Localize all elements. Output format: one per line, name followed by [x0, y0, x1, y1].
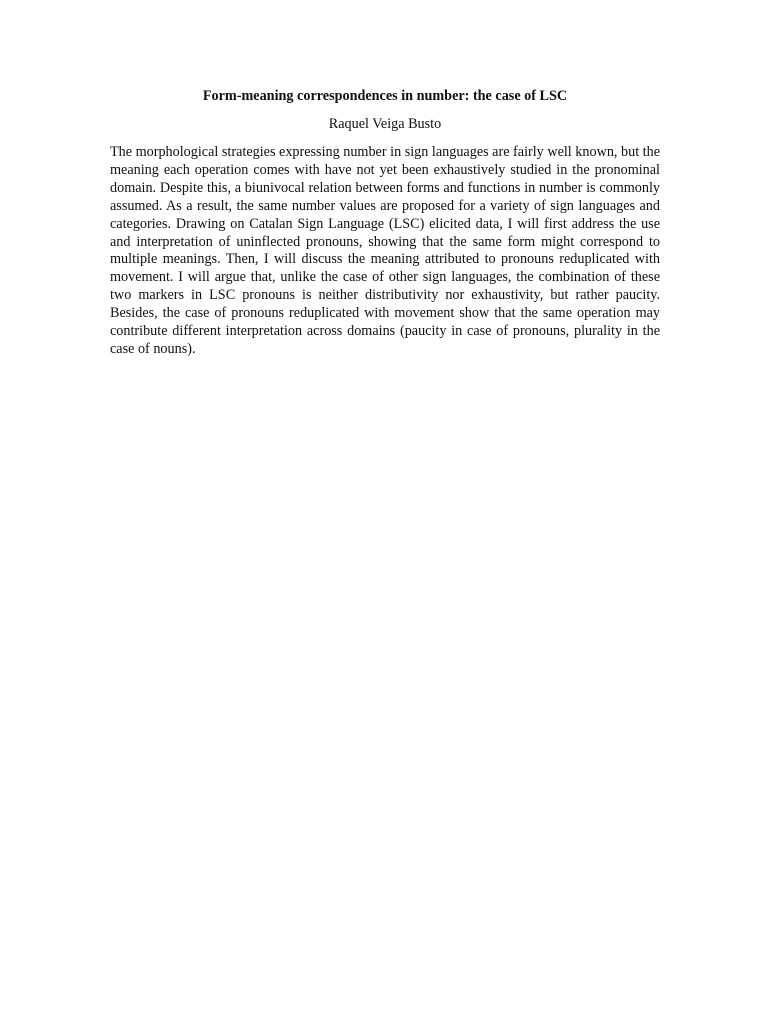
document-content: [110, 86, 660, 359]
abstract-paragraph: The morphological strategies expressing number in sign languages are fairly well known, but the meaning each operation comes with have not yet been exhaustively studied in the pronominal domain. Despite this, a biunivocal relation between forms and functions in number is commonly assumed. As a result, the same number values are proposed for a variety of sign languages and categories. Drawing on Catalan Sign Language (LSC) elicited data, I will first address the use and interpretation of uninflected pronouns, showing that the same form might correspond to multiple meanings. Then, I will discuss the meaning attributed to pronouns reduplicated with movement. I will argue that, unlike the case of other sign languages, the combination of these two markers in LSC pronouns is neither distributivity nor exhaustivity, but rather paucity. Besides, the case of pronouns reduplicated with movement show that the same operation may contribute different interpretation across domains (paucity in case of pronouns, plurality in the case of nouns).: [110, 144, 661, 357]
paper-title: Form-meaning correspondences in number: the case of LSC: [202, 88, 568, 104]
paper-author: Raquel Veiga Busto: [328, 116, 442, 132]
